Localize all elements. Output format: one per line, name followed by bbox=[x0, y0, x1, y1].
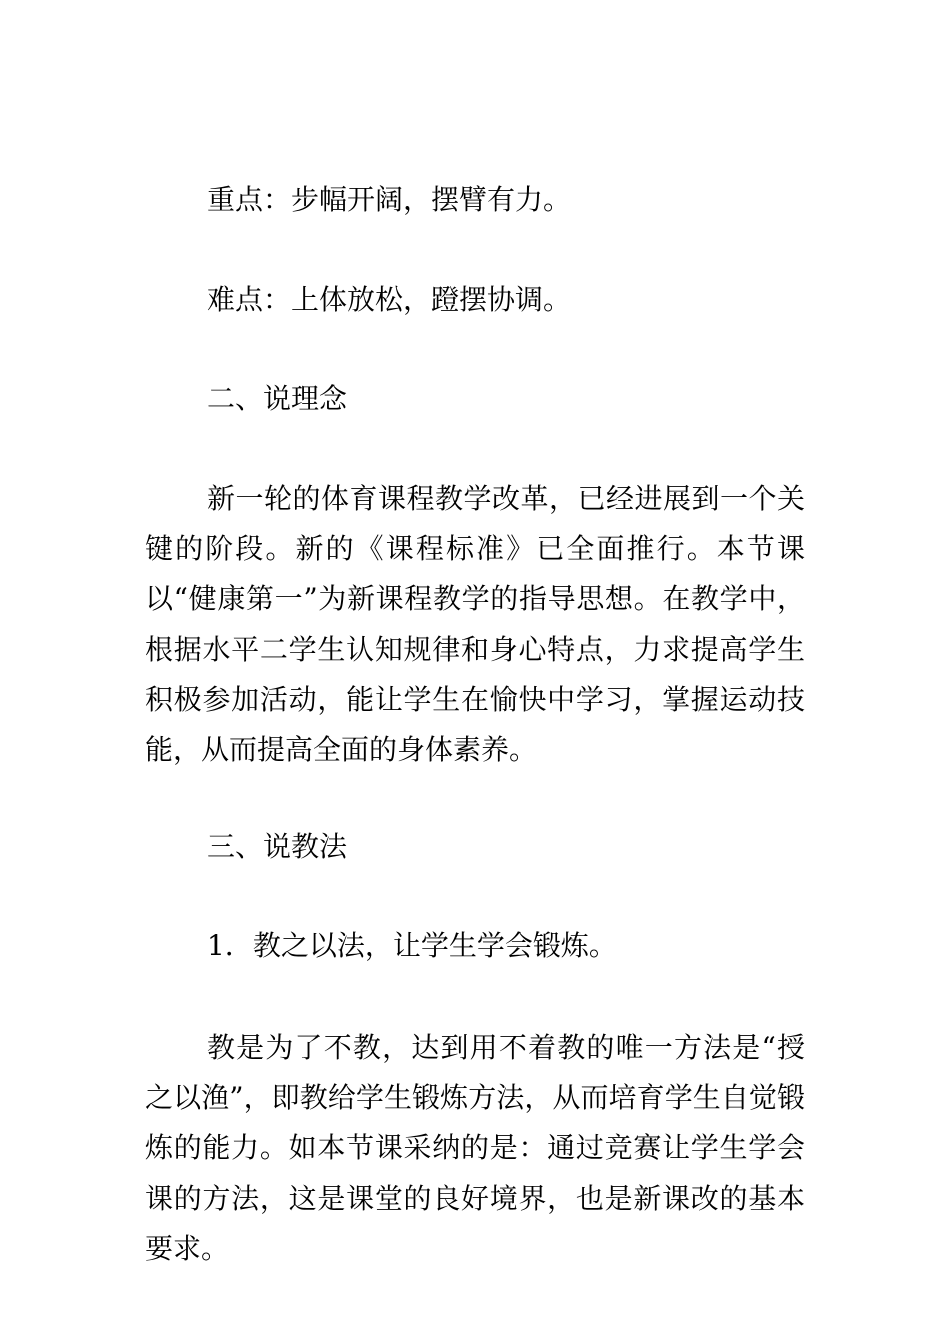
section-heading-teaching-method: 三、说教法 bbox=[207, 830, 348, 863]
difficult-point-text: 难点：上体放松，蹬摆协调。 bbox=[207, 283, 572, 316]
key-point-text: 重点：步幅开阔，摆臂有力。 bbox=[207, 183, 572, 216]
item-1-paragraph: 教是为了不教，达到用不着教的唯一方法是“授之以渔”，即教给学生锻炼方法，从而培育学生自觉锻炼的能力。如本节课采纳的是：通过竞赛让学生学会课的方法，这是课堂的良好境界，也是新课改的基本要求。 bbox=[145, 1031, 805, 1265]
item-heading-1: 1．教之以法，让学生学会锻炼。 bbox=[207, 929, 617, 962]
section-heading-concept: 二、说理念 bbox=[207, 382, 348, 415]
concept-paragraph: 新一轮的体育课程教学改革，已经进展到一个关键的阶段。新的《课程标准》已全面推行。本节课以“健康第一”为新课程教学的指导思想。在教学中，根据水平二学生认知规律和身心特点，力求提高学生积极参加活动，能让学生在愉快中学习，掌握运动技能，从而提高全面的身体素养。 bbox=[145, 482, 805, 767]
